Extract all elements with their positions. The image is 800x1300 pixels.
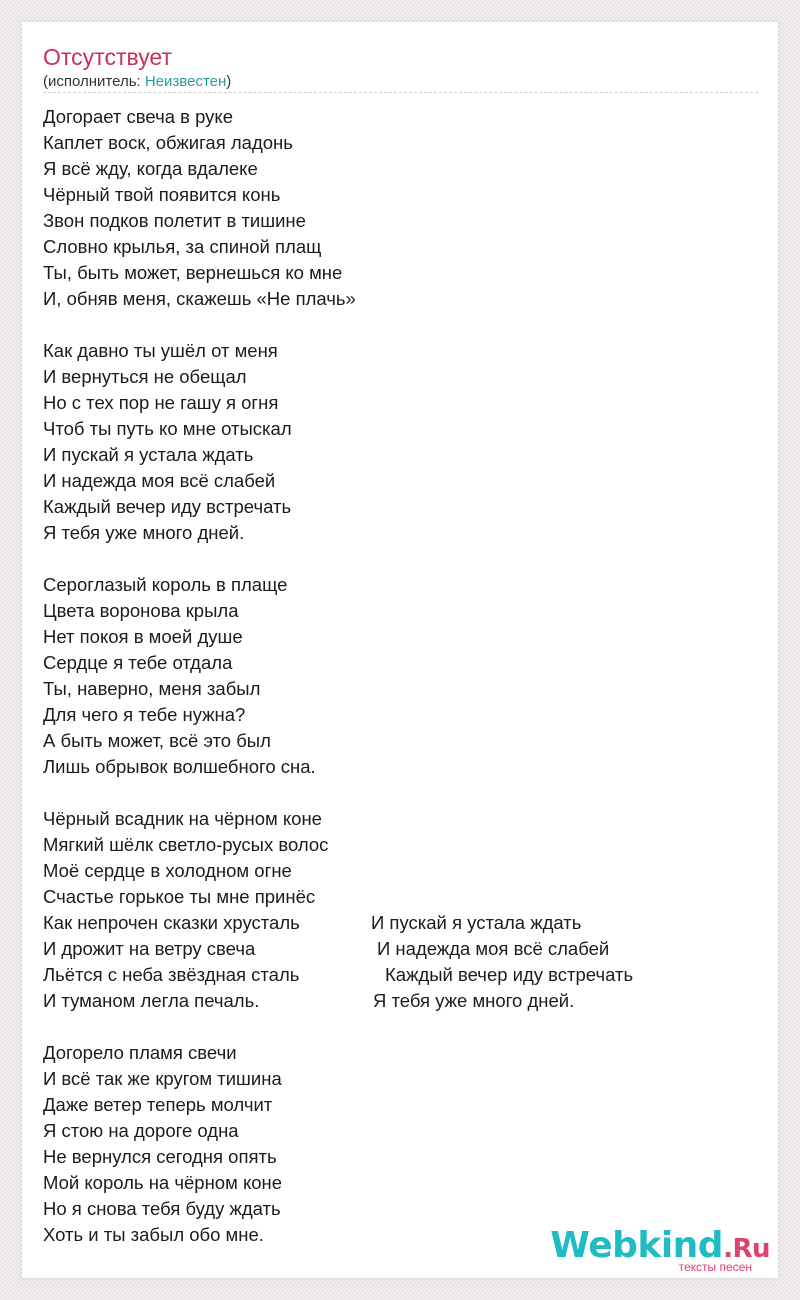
lyric-line-right: Каждый вечер иду встречать	[385, 964, 634, 985]
lyric-line-pair	[43, 936, 758, 962]
lyric-line: Словно крылья, за спиной плащ	[43, 236, 322, 257]
lyric-line: Я всё жду, когда вдалеке	[43, 158, 258, 179]
lyric-line: Как непрочен сказки хрусталь	[43, 912, 300, 933]
lyric-line: А быть может, всё это был	[43, 730, 271, 751]
lyric-line: Догорело пламя свечи	[43, 1042, 237, 1063]
lyric-line: Я стою на дороге одна	[43, 1120, 239, 1141]
lyric-line: Для чего я тебе нужна?	[43, 704, 246, 725]
lyric-line: И всё так же кругом тишина	[43, 1068, 282, 1089]
lyric-line: Чёрный твой появится конь	[43, 184, 281, 205]
lyric-line: Но с тех пор не гашу я огня	[43, 392, 279, 413]
lyric-line: Лишь обрывок волшебного сна.	[43, 756, 316, 777]
logo-tld: .Ru	[723, 1234, 770, 1264]
webkind-logo[interactable]	[550, 1225, 770, 1274]
song-title: Отсутствует	[43, 44, 172, 70]
lyric-line: Сероглазый король в плаще	[43, 574, 288, 595]
lyric-line: Сердце я тебе отдала	[43, 652, 233, 673]
lyric-line: Хоть и ты забыл обо мне.	[43, 1224, 264, 1245]
lyric-line: Как давно ты ушёл от меня	[43, 340, 278, 361]
lyric-line: Льётся с неба звёздная сталь	[43, 964, 300, 985]
logo-main-text: Webkind	[550, 1225, 724, 1266]
lyric-line: Не вернулся сегодня опять	[43, 1146, 277, 1167]
lyric-line: И вернуться не обещал	[43, 366, 247, 387]
artist-link[interactable]: Неизвестен	[144, 73, 227, 90]
lyric-line-pair	[43, 988, 758, 1014]
lyric-line: Я тебя уже много дней.	[43, 522, 245, 543]
artist-line	[43, 72, 758, 93]
stanza-1	[43, 104, 758, 312]
lyrics-card	[22, 22, 778, 1278]
lyric-line: Но я снова тебя буду ждать	[43, 1198, 281, 1219]
lyric-line: Ты, наверно, меня забыл	[43, 678, 261, 699]
stanza-4	[43, 806, 758, 1014]
stanza-2	[43, 338, 758, 546]
artist-label-open: (исполнитель:	[43, 73, 145, 90]
lyric-line: И туманом легла печаль.	[43, 990, 260, 1011]
lyric-line: И, обняв меня, скажешь «Не плачь»	[43, 288, 356, 309]
lyric-line-right: Я тебя уже много дней.	[373, 990, 575, 1011]
lyric-line: Цвета воронова крыла	[43, 600, 239, 621]
lyric-line: Звон подков полетит в тишине	[43, 210, 306, 231]
lyric-line: Каплет воск, обжигая ладонь	[43, 132, 293, 153]
logo-subtitle: тексты песен	[678, 1260, 752, 1274]
stanza-3	[43, 572, 758, 780]
lyric-line-right: И надежда моя всё слабей	[377, 938, 610, 959]
lyric-line-pair	[43, 910, 758, 936]
lyric-line: Ты, быть может, вернешься ко мне	[43, 262, 343, 283]
artist-label-close: )	[226, 73, 232, 90]
lyric-line: Каждый вечер иду встречать	[43, 496, 292, 517]
lyric-line: Нет покоя в моей душе	[43, 626, 243, 647]
lyric-line: Мой король на чёрном коне	[43, 1172, 283, 1193]
lyric-line: Чёрный всадник на чёрном коне	[43, 808, 322, 829]
lyric-line: И пускай я устала ждать	[43, 444, 254, 465]
stanza-5	[43, 1040, 758, 1248]
lyric-line: Чтоб ты путь ко мне отыскал	[43, 418, 292, 439]
lyric-line: Счастье горькое ты мне принёс	[43, 886, 316, 907]
lyric-line-right: И пускай я устала ждать	[371, 912, 582, 933]
lyric-line: Моё сердце в холодном огне	[43, 860, 292, 881]
lyric-line: Мягкий шёлк светло-русых волос	[43, 834, 329, 855]
lyric-line: Даже ветер теперь молчит	[43, 1094, 273, 1115]
lyric-line-pair	[43, 962, 758, 988]
lyrics-body	[43, 104, 758, 1274]
lyric-line: Догорает свеча в руке	[43, 106, 234, 127]
lyric-line: И дрожит на ветру свеча	[43, 938, 256, 959]
lyric-line: И надежда моя всё слабей	[43, 470, 276, 491]
